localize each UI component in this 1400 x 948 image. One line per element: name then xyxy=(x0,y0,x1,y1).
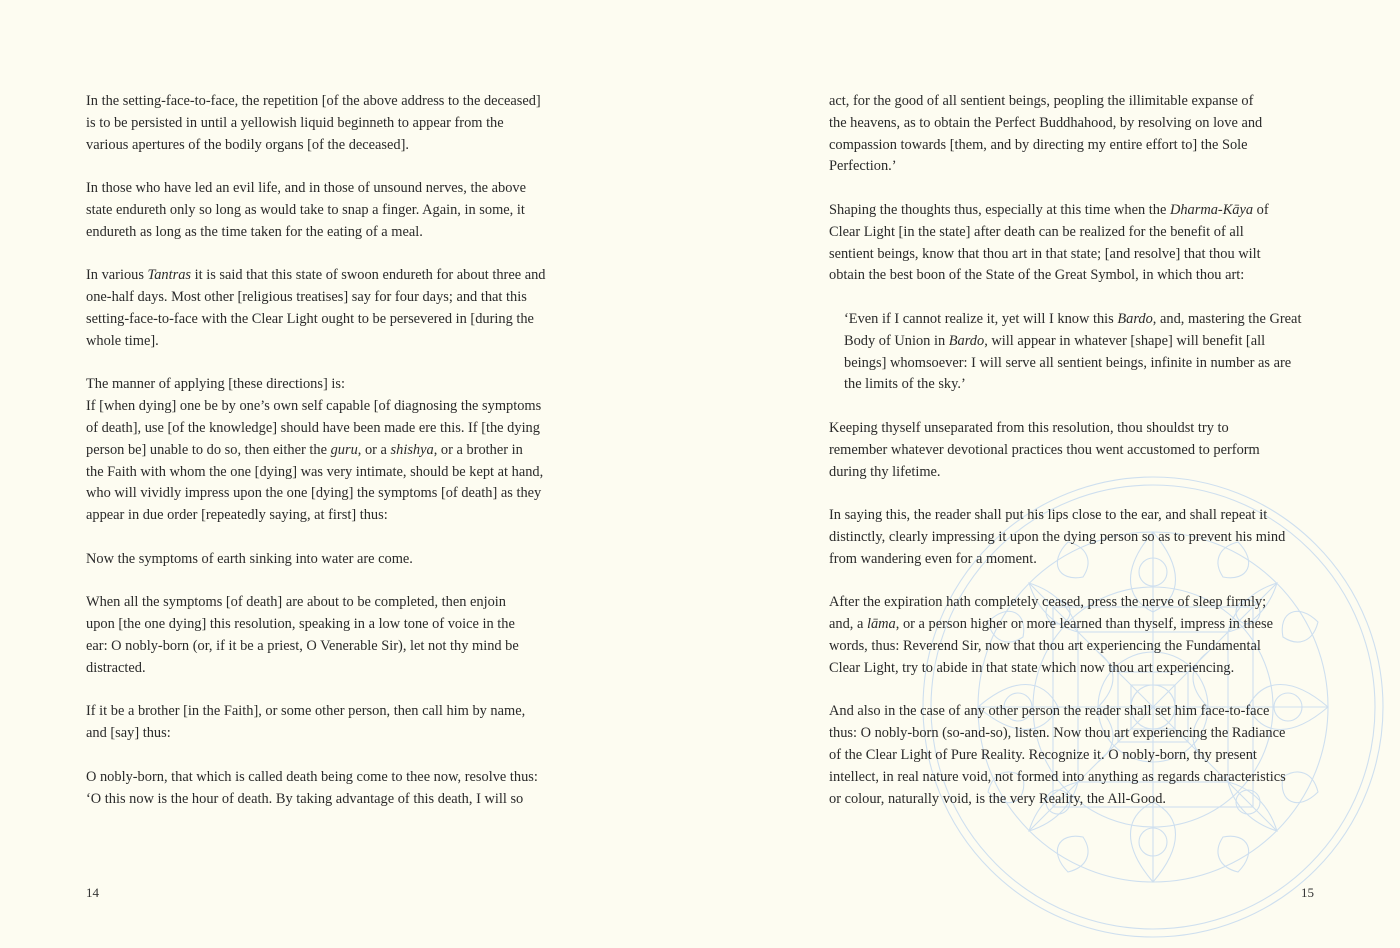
paragraph: After the expiration hath completely ceased, press the nerve of sleep firmly; and, a lāma, or a person higher or more learned than thyself, impress in these words, thus: Reverend Sir, now that thou art experiencing the Fundamental Clear Light, try to abide in that state which now thou art experiencing. xyxy=(829,594,1274,676)
paragraph: In those who have led an evil life, and in those of unsound nerves, the above state endureth only so long as would take to snap a finger. Again, in some, it endureth as long as the time taken for the eating of a meal. xyxy=(86,180,526,240)
paragraph: If it be a brother [in the Faith], or some other person, then call him by name, and [say] thus: xyxy=(86,703,526,742)
paragraph: act, for the good of all sentient beings, peopling the illimitable expanse of the heavens, as to obtain the Perfect Buddhahood, by resolving on love and compassion towards [them, and by directing my entire effort to] the Sole Perfection.’ xyxy=(829,93,1263,175)
right-page-text xyxy=(829,91,1329,832)
paragraph: Shaping the thoughts thus, especially at this time when the Dharma-Kāya of Clear Light [in the state] after death can be realized for the benefit of all sentient beings, know that thou art in that state; [and resolve] that thou wilt obtain the best boon of the State of the Great Symbol, in which thou art: xyxy=(829,201,1269,284)
paragraph: In various Tantras it is said that this state of swoon endureth for about three and one-half days. Most other [religious treatises] say for four days; and that this setting-face-to-face with the Clear Light ought to be persevered in [during the whole time]. xyxy=(86,267,546,349)
paragraph: O nobly-born, that which is called death being come to thee now, resolve thus: ‘O this now is the hour of death. By taking advantage of this death, I will so xyxy=(86,768,538,807)
paragraph: ‘Even if I cannot realize it, yet will I know this Bardo, and, mastering the Great Body of Union in Bardo, will appear in whatever [shape] will benefit [all beings] whomsoever: I will serve all sentient beings, infinite in number as are the limits of the sky.’ xyxy=(844,310,1302,393)
left-page-text xyxy=(86,91,586,832)
right-page xyxy=(700,0,1400,948)
paragraph: Now the symptoms of earth sinking into water are come. xyxy=(86,550,413,567)
paragraph: If [when dying] one be by one’s own self capable [of diagnosing the symptoms of death], use [of the knowledge] should have been made ere this. If [the dying person be] unable to do so, then either the guru, or a shishya, or a brother in the Faith with whom the one [dying] was very intimate, should be kept at hand, who will vividly impress upon the one [dying] the symptoms [of death] as they appear in due order [repeatedly saying, at first] thus: xyxy=(86,398,544,524)
right-page-number: 15 xyxy=(1301,885,1314,900)
paragraph: In saying this, the reader shall put his lips close to the ear, and shall repeat it distinctly, clearly impressing it upon the dying person so as to prevent his mind from wandering even for a moment. xyxy=(829,507,1286,567)
paragraph: When all the symptoms [of death] are about to be completed, then enjoin upon [the one dying] this resolution, speaking in a low tone of voice in the ear: O nobly-born (or, if it be a priest, O Venerable Sir), let not thy mind be distracted. xyxy=(86,594,519,676)
left-page-number: 14 xyxy=(86,885,99,900)
paragraph: And also in the case of any other person the reader shall set him face-to-face thus: O nobly-born (so-and-so), listen. Now thou art experiencing the Radiance of the Clear Light of Pure Reality. Recognize it. O nobly-born, thy present intellect, in real nature void, not formed into anything as regards characteristics or colour, naturally void, is the very Reality, the All-Good. xyxy=(829,703,1286,807)
paragraph: The manner of applying [these directions] is: xyxy=(86,376,345,393)
paragraph: In the setting-face-to-face, the repetition [of the above address to the deceased] is to be persisted in until a yellowish liquid beginneth to appear from the various apertures of the bodily organs [of the deceased]. xyxy=(86,93,541,153)
paragraph: Keeping thyself unseparated from this resolution, thou shouldst try to remember whatever devotional practices thou went accustomed to perform during thy lifetime. xyxy=(829,419,1260,480)
